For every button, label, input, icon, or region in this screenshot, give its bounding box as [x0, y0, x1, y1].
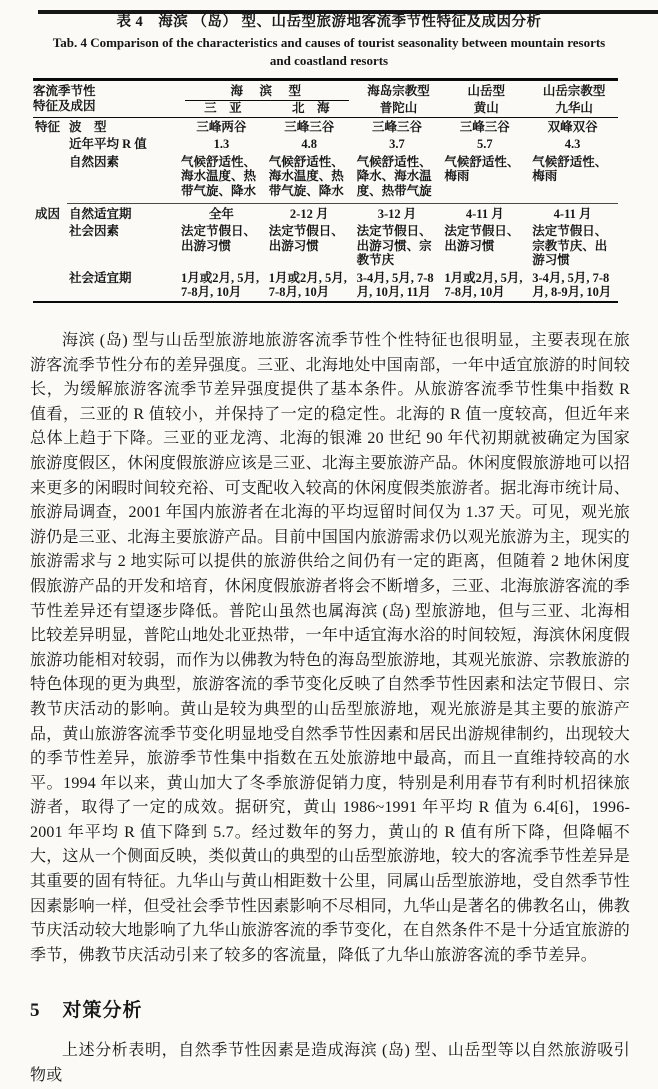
- table-caption-zh: 表 4 海滨 （岛） 型、山岳型旅游地客流季节性特征及成因分析: [116, 14, 542, 30]
- table-cell: 法定节假日、宗教节庆、出游习惯: [532, 224, 608, 267]
- table-cell: 三峰三谷: [459, 119, 510, 134]
- section-heading: [30, 995, 658, 1022]
- table-row-label: 近年平均 R 值: [69, 137, 147, 151]
- col-header-huangshan-type: 山岳型: [467, 84, 506, 98]
- row-group-label: [33, 137, 67, 152]
- table-stub-header: [33, 84, 179, 115]
- row-group-label: [33, 155, 67, 199]
- table-cell: 2-12 月: [289, 206, 329, 221]
- table-cell: 5.7: [476, 137, 493, 151]
- table-caption-en-line1: Tab. 4 Comparison of the characteristics and causes of tourist seasonality between mountain resorts: [52, 35, 606, 50]
- table-cell: 法定节假日、出游习惯、宗教节庆: [356, 224, 432, 267]
- table-cell: 1月或2月, 5月, 7-8月, 10月: [444, 270, 523, 299]
- table-cell: 全年: [208, 206, 234, 221]
- col-header-beihai: 北 海: [291, 100, 330, 115]
- table-row-label: 波 型: [69, 119, 107, 134]
- table-cell: 1月或2月, 5月, 7-8月, 10月: [268, 270, 347, 299]
- table-cell: 法定节假日、出游习惯: [444, 224, 520, 253]
- section-number: 5: [30, 1000, 41, 1022]
- table-row-r-value: [33, 136, 618, 154]
- col-header-jiuhua: 九华山: [555, 100, 593, 115]
- stub-line2: 特征及成因: [33, 98, 96, 113]
- col-header-sanya: 三 亚: [204, 100, 242, 115]
- table-cell: 气候舒适性、梅雨: [444, 154, 520, 183]
- table-row-natural-factors: [33, 153, 618, 200]
- table-cell: 双峰双谷: [547, 119, 598, 134]
- col-header-putuo-type: 海岛宗教型: [367, 84, 430, 98]
- row-group-label: [33, 271, 67, 300]
- table-row-label: 社会适宜期: [69, 270, 132, 285]
- row-group-label: [33, 224, 67, 268]
- table-cell: 法定节假日、出游习惯: [268, 224, 344, 253]
- table-caption-en-line2: and coastland resorts: [269, 53, 389, 68]
- seasonality-table: [33, 78, 618, 303]
- table-cell: 4-11 月: [553, 206, 592, 221]
- table-header: [33, 81, 618, 118]
- body-paragraph-1: 海滨 (岛) 型与山岳型旅游地旅游客流季节性个性特征也很明显，主要表现在旅游客流季节性分布的差异强度。三亚、北海地处中国南部，一年中适宜旅游的时间较长，为缓解旅游客流季节差异强度提供了基本条件。从旅游客流季节性集中指数 R 值看，三亚的 R 值较小，并保持了一定的稳定性。北海的 R 值一度较高，但近年来总体上趋于下降。三亚的亚龙湾、北海的银滩 20 世纪 90 年代初期就被确定为国家旅游度假区，休闲度假旅游应该是三亚、北海主要旅游产品。休闲度假旅游地可以招来更多的闲暇时间较充裕、可支配收入较高的休闲度假类旅游者。据北海市统计局、旅游局调查，2001 年国内旅游者在北海的平均逗留时间仅为 1.37 天。可见，观光旅游仍是三亚、北海主要旅游产品。目前中国国内旅游需求仍以观光旅游为主，现实的旅游需求与 2 地实际可以提供的旅游供给之间仍有一定的距离，但随着 2 地休闲度假旅游产品的开发和培育，休闲度假旅游者将会不断增多，三亚、北海旅游客流的季节性差异还有望逐步降低。普陀山虽然也属海滨 (岛) 型旅游地，但与三亚、北海相比较差异明显，普陀山地处北亚热带，一年中适宜海水浴的时间较短，海滨休闲度假旅游功能相对较弱，而作为以佛教为特色的海岛型旅游地，其观光旅游、宗教旅游的特色体现的更为典型，旅游客流的季节变化反映了自然季节性因素和法定节假日、宗教节庆活动的影响。黄山是较为典型的山岳型旅游地，观光旅游是其主要的旅游产品，黄山旅游客流季节变化明显地受自然季节性因素和居民出游规律制约，出现较大的季节性差异，旅游季节性集中指数在五处旅游地中最高，而且一直维持较高的水平。1994 年以来，黄山加大了冬季旅游促销力度，特别是利用春节有利时机招徕旅游者，取得了一定的成效。据研究，黄山 1986~1991 年平均 R 值为 6.4[6]，1996-2001 年平均 R 值下降到 5.7。经过数年的努力，黄山的 R 值有所下降，但降幅不大，这从一个侧面反映，类似黄山的典型的山岳型旅游地，较大的客流季节性差异是其重要的固有特征。九华山与黄山相距数十公里，同属山岳型旅游地，受自然季节性因素影响一样，但受社会季节性因素影响不尽相同，九华山是著名的佛教名山，佛教节庆活动较大地影响了九华山旅游客流的季节变化，在自然条件不是十分适宜旅游的季节，佛教节庆活动引来了较多的客流量，降低了九华山旅游客流的季节差异。: [30, 332, 630, 964]
- table-cell: 3-4月, 5月, 7-8月, 8-9月, 10月: [532, 270, 612, 299]
- col-header-huangshan: 黄山: [473, 100, 499, 115]
- table-row-label: 自然因素: [69, 154, 120, 169]
- table-row-wave-type: [33, 118, 618, 136]
- col-header-putuo: 普陀山: [379, 100, 418, 115]
- stub-line1: 客流季节性: [33, 84, 96, 98]
- table-row-label: 社会因素: [69, 224, 120, 238]
- table-cell: 气候舒适性、梅雨: [532, 154, 608, 183]
- table-row-social-factors: [33, 223, 618, 270]
- body-paragraph-2: 上述分析表明，自然季节性因素是造成海滨 (岛) 型、山岳型等以自然旅游吸引物或: [30, 1042, 630, 1085]
- table-cell: 气候舒适性、海水温度、热带气旋、降水: [181, 154, 257, 198]
- row-group-label: 特征: [35, 119, 61, 134]
- table-cell: 三峰三谷: [284, 119, 335, 134]
- section-title: 对策分析: [62, 1000, 143, 1022]
- col-group-coastal: 海 滨 型: [185, 84, 349, 101]
- table-cell: 三峰两谷: [196, 119, 247, 134]
- table-cell: 4.8: [301, 137, 317, 151]
- col-header-jiuhua-type: 山岳宗教型: [542, 84, 606, 98]
- table-row-social-period: [33, 269, 618, 301]
- table-cell: 三峰三谷: [371, 119, 422, 134]
- table-cell: 3.7: [389, 137, 405, 151]
- table-cell: 4-11 月: [465, 206, 504, 221]
- table-cell: 3-12 月: [377, 206, 417, 221]
- table-row-natural-period: [33, 203, 618, 223]
- scan-edge-artifact: [38, 10, 658, 14]
- table-cell: 1.3: [213, 137, 230, 151]
- table-cell: 气候舒适性、降水、海水温度、热带气旋: [356, 154, 432, 198]
- table-cell: 4.3: [564, 137, 581, 151]
- table-cell: 法定节假日、出游习惯: [181, 224, 257, 253]
- row-group-label: 成因: [35, 206, 61, 221]
- table-cell: 3-4月, 5月, 7-8月, 10月, 11月: [356, 270, 434, 299]
- table-row-label: 自然适宜期: [69, 206, 132, 221]
- table-section-divider: [67, 203, 618, 204]
- table-cell: 1月或2月, 5月, 7-8月, 10月: [181, 270, 260, 299]
- table-cell: 气候舒适性、海水温度、热带气旋、降水: [268, 154, 344, 198]
